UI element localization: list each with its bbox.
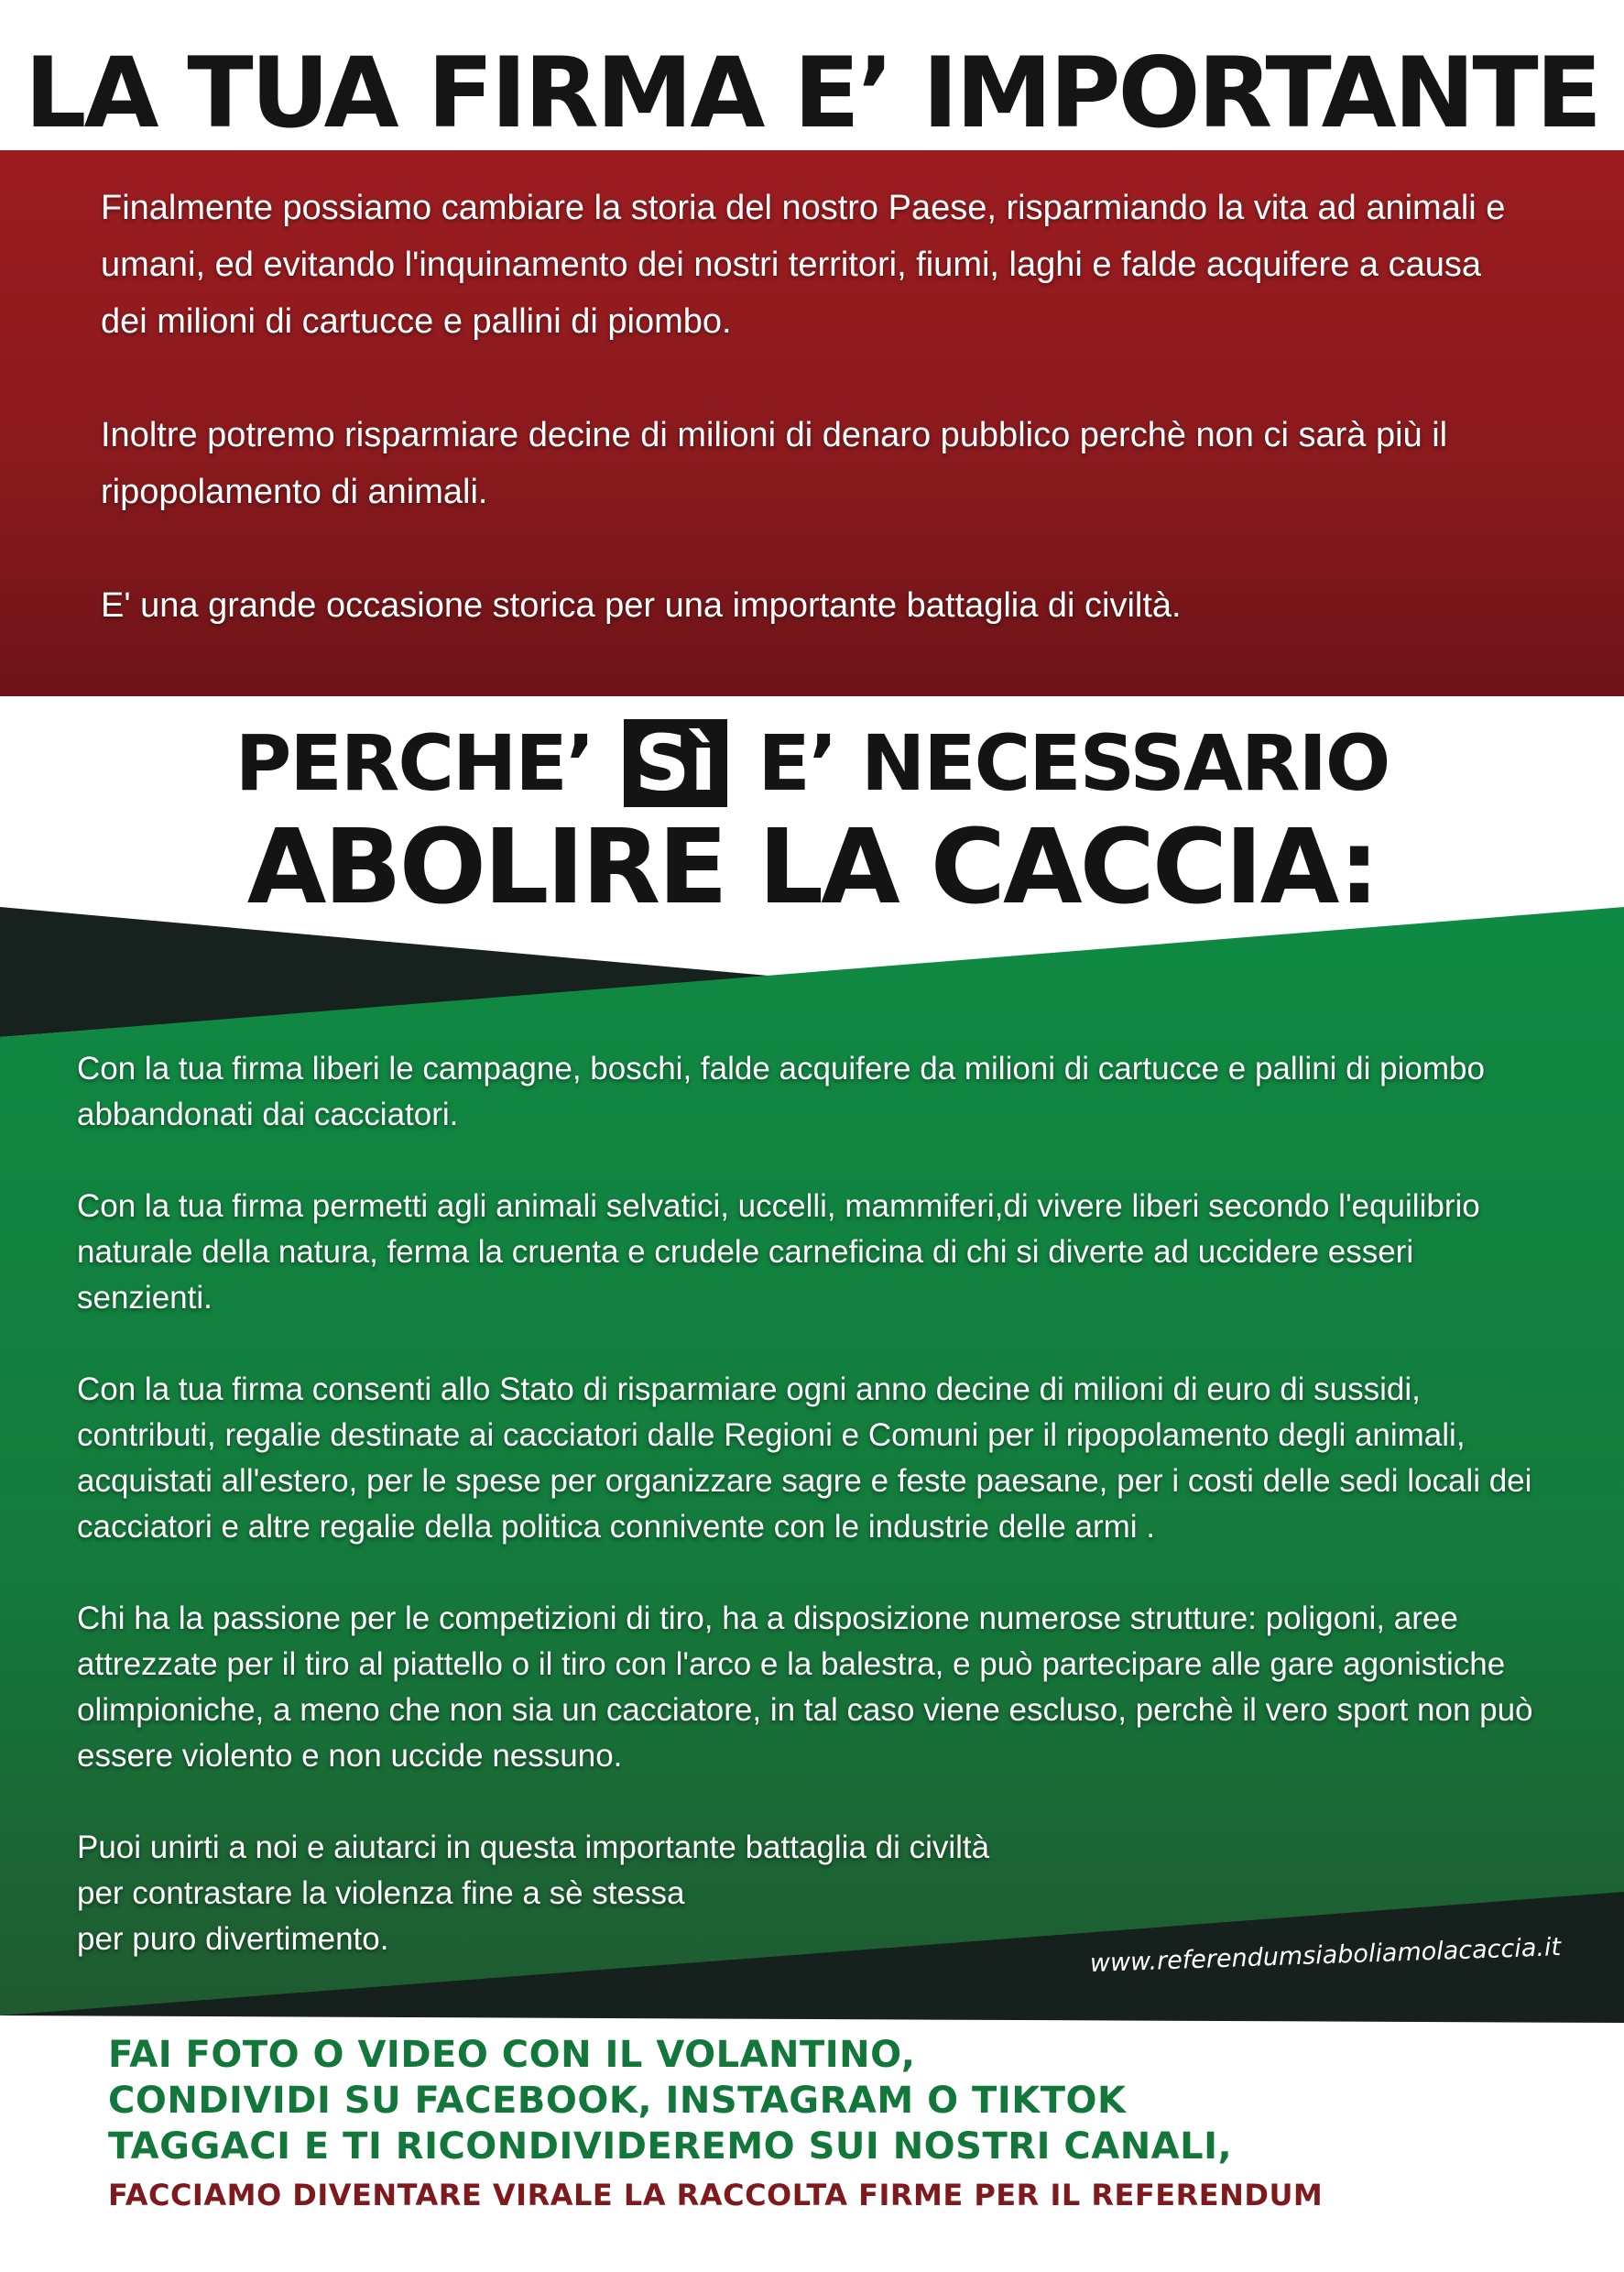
intro-paragraph: E' una grande occasione storica per una importante battaglia di civiltà. [101,586,1182,625]
why-heading-prefix: PERCHE’ [234,718,594,808]
why-heading [0,713,1624,925]
page-title: LA TUA FIRMA E’ IMPORTANTE [24,37,1600,149]
closing-line: per contrastare la violenza fine a sè stessa [77,1875,685,1911]
reasons-text [77,1046,1542,1962]
website-link[interactable]: www.referendumsiaboliamolacaccia.it [1089,1933,1562,1978]
why-heading-line1 [0,713,1624,814]
call-to-action [108,2032,1574,2215]
cta-line: TAGGACI E TI RICONDIVIDEREMO SUI NOSTRI CANALI, [108,2125,1233,2168]
si-badge: Sì [624,719,727,807]
intro-text [101,180,1530,691]
why-heading-suffix: E’ NECESSARIO [758,718,1390,808]
reason-paragraph: Chi ha la passione per le competizioni di tiro, ha a disposizione numerose strutture: poligoni, aree attrezzate per il tiro al piattello o il tiro con l'arco e la balestra, e può partecipare alle gare agonistiche olimpioniche, a meno che non sia un cacciatore, in tal caso viene escluso, perchè il vero sport non può essere violento e non uccide nessuno. [77,1600,1533,1774]
closing-line: Puoi unirti a noi e aiutarci in questa importante battaglia di civiltà [77,1830,990,1865]
cta-line: CONDIVIDI SU FACEBOOK, INSTAGRAM O TIKTOK [108,2080,1127,2122]
intro-paragraph: Inoltre potremo risparmiare decine di milioni di denaro pubblico perchè non ci sarà più il ripopolamento di animali. [101,416,1448,511]
reason-paragraph: Con la tua firma permetti agli animali selvatici, uccelli, mammiferi,di vivere liberi secondo l'equilibrio naturale della natura, ferma la cruenta e crudele carneficina di chi si diverte ad uccidere esseri senzienti. [77,1188,1480,1316]
why-heading-line2: ABOLIRE LA CACCIA: [246,808,1378,927]
reason-paragraph: Con la tua firma consenti allo Stato di risparmiare ogni anno decine di milioni di euro di sussidi, contributi, regalie destinate ai cacciatori dalle Regioni e Comuni per il ripopolamento degli animali, acquistati all'estero, per le spese per organizzare sagre e feste paesane, per i costi delle sedi locali dei cacciatori e altre regalie della politica connivente con le industrie delle armi . [77,1371,1532,1545]
reason-paragraph: Con la tua firma liberi le campagne, boschi, falde acquifere da milioni di cartucce e pallini di piombo abbandonati dai cacciatori. [77,1051,1485,1132]
cta-line: FAI FOTO O VIDEO CON IL VOLANTINO, [108,2034,916,2076]
closing-line: per puro divertimento. [77,1921,389,1957]
intro-paragraph: Finalmente possiamo cambiare la storia del nostro Paese, risparmiando la vita ad animali e umani, ed evitando l'inquinamento dei nostri territori, fiumi, laghi e falde acquifere a causa dei milioni di cartucce e pallini di piombo. [101,189,1506,341]
cta-red-line: FACCIAMO DIVENTARE VIRALE LA RACCOLTA FIRME PER IL REFERENDUM [108,2178,1324,2212]
